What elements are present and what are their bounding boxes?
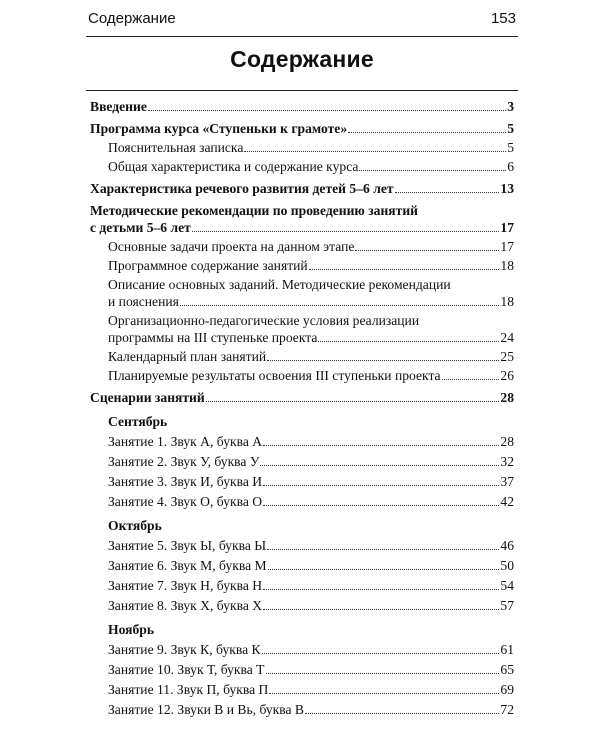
lesson-entry[interactable]: Занятие 6. Звук М, буква М 50 [108, 558, 514, 573]
month-heading: Ноябрь [108, 622, 155, 637]
page-number: 153 [490, 10, 516, 27]
header-rule [86, 36, 518, 37]
toc-entry[interactable]: Планируемые результаты освоения III ступеньки проекта 26 [108, 368, 514, 383]
lesson-entry[interactable]: Занятие 11. Звук П, буква П 69 [108, 682, 514, 697]
lesson-entry[interactable]: Занятие 1. Звук А, буква А 28 [108, 434, 514, 449]
month-heading: Сентябрь [108, 414, 168, 429]
toc-entry[interactable]: Программное содержание занятий 18 [108, 258, 514, 273]
toc-entry[interactable]: Общая характеристика и содержание курса 6 [108, 159, 514, 174]
toc-entry[interactable]: Календарный план занятий 25 [108, 349, 514, 364]
lesson-entry[interactable]: Занятие 12. Звуки В и Вь, буква В 72 [108, 702, 514, 717]
running-header [88, 10, 516, 27]
lesson-entry[interactable]: Занятие 5. Звук Ы, буква Ы 46 [108, 538, 514, 553]
table-of-contents [90, 95, 514, 718]
lesson-entry[interactable]: Занятие 8. Звук Х, буква Х 57 [108, 598, 514, 613]
toc-entry-characteristic[interactable]: Характеристика речевого развития детей 5–6 лет 13 [90, 181, 514, 196]
toc-entry-program[interactable]: Программа курса «Ступеньки к грамоте» 5 [90, 121, 514, 136]
toc-entry-line1: Организационно-педагогические условия реализации [108, 313, 420, 328]
month-heading: Октябрь [108, 518, 162, 533]
lesson-entry[interactable]: Занятие 9. Звук К, буква К 61 [108, 642, 514, 657]
toc-entry[interactable]: Основные задачи проекта на данном этапе 17 [108, 239, 514, 254]
toc-entry-line1: Описание основных заданий. Методические рекомендации [108, 277, 451, 292]
running-title: Содержание [88, 10, 176, 27]
toc-entry[interactable]: Пояснительная записка 5 [108, 140, 514, 155]
toc-entry-intro[interactable]: Введение 3 [90, 99, 514, 114]
lesson-entry[interactable]: Занятие 2. Звук У, буква У 32 [108, 454, 514, 469]
toc-entry-methodical-line1: Методические рекомендации по проведению занятий [90, 203, 418, 218]
page-title: Содержание [230, 46, 374, 72]
toc-entry-scenarios[interactable]: Сценарии занятий 28 [90, 390, 514, 405]
lesson-entry[interactable]: Занятие 3. Звук И, буква И 37 [108, 474, 514, 489]
toc-entry[interactable]: программы на III ступеньке проекта 24 [108, 330, 514, 345]
lesson-entry[interactable]: Занятие 4. Звук О, буква О 42 [108, 494, 514, 509]
title-rule [86, 90, 518, 91]
lesson-entry[interactable]: Занятие 10. Звук Т, буква Т 65 [108, 662, 514, 677]
toc-entry[interactable]: и пояснения 18 [108, 294, 514, 309]
lesson-entry[interactable]: Занятие 7. Звук Н, буква Н 54 [108, 578, 514, 593]
toc-entry-methodical[interactable]: с детьми 5–6 лет 17 [90, 220, 514, 235]
